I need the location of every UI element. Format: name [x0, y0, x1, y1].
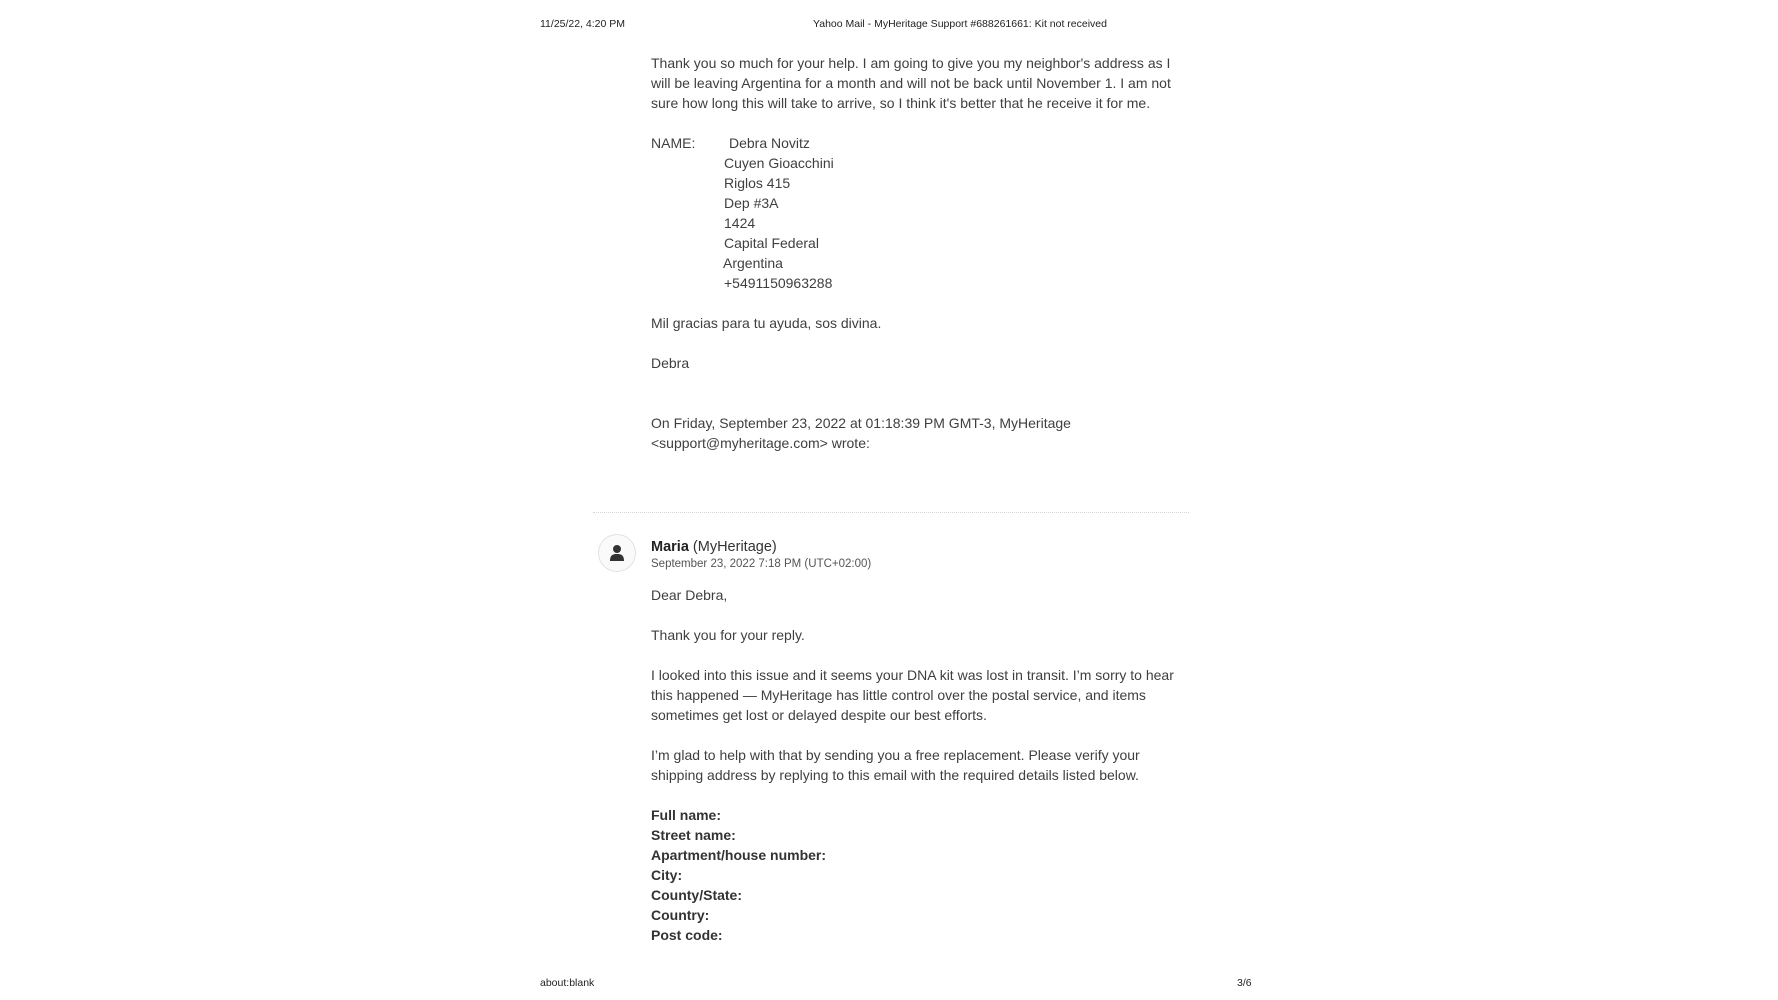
field-label: County/State:	[651, 887, 742, 903]
text-line: sometimes get lost or delayed despite our best efforts.	[651, 707, 987, 723]
print-title: Yahoo Mail - MyHeritage Support #688261661: Kit not received	[813, 18, 1107, 30]
avatar	[598, 534, 636, 572]
field-label: Country:	[651, 907, 710, 923]
address-line: +5491150963288	[724, 275, 833, 291]
reply-intro	[651, 53, 1171, 113]
message-sender	[651, 539, 777, 555]
sender-org: (MyHeritage)	[692, 539, 777, 555]
page-number: 3/6	[1237, 977, 1252, 989]
message-paragraph	[651, 745, 1171, 785]
field-label: Street name:	[651, 827, 736, 843]
reply-thanks: Mil gracias para tu ayuda, sos divina.	[651, 315, 882, 331]
text-line: sure how long this will take to arrive, so I think it's better that he receive it for me.	[651, 95, 1151, 111]
address-line: Argentina	[723, 255, 783, 271]
print-url: about:blank	[540, 977, 595, 989]
message-timestamp: September 23, 2022 7:18 PM (UTC+02:00)	[651, 558, 872, 570]
field-label: Apartment/house number:	[651, 847, 827, 863]
address-line: Dep #3A	[724, 195, 779, 211]
address-line: 1424	[724, 215, 756, 231]
text-line: this happened — MyHeritage has little control over the postal service, and items	[651, 687, 1146, 703]
address-line: Cuyen Gioacchini	[724, 155, 834, 171]
field-label: Full name:	[651, 807, 722, 823]
field-label: City:	[651, 867, 683, 883]
message-greeting: Dear Debra,	[651, 587, 728, 603]
text-line: Thank you so much for your help. I am going to give you my neighbor's address as I	[651, 55, 1171, 71]
sender-name: Maria	[651, 539, 689, 555]
text-line: I’m glad to help with that by sending you a free replacement. Please verify your	[651, 747, 1140, 763]
address-name-label: NAME:	[651, 135, 696, 151]
print-datetime: 11/25/22, 4:20 PM	[540, 18, 626, 30]
address-line: Riglos 415	[724, 175, 791, 191]
text-line: will be leaving Argentina for a month and will not be back until November 1. I am not	[651, 75, 1171, 91]
message-thanks: Thank you for your reply.	[651, 627, 805, 643]
text-line: On Friday, September 23, 2022 at 01:18:39 PM GMT-3, MyHeritage	[651, 415, 1071, 431]
text-line: <support@myheritage.com> wrote:	[651, 435, 870, 451]
user-icon	[609, 544, 625, 562]
message-divider	[593, 512, 1189, 513]
quote-header	[651, 413, 1171, 453]
address-line: Debra Novitz	[729, 135, 810, 151]
text-line: I looked into this issue and it seems your DNA kit was lost in transit. I’m sorry to hear	[651, 667, 1174, 683]
text-line: shipping address by replying to this email with the required details listed below.	[651, 767, 1139, 783]
reply-signature: Debra	[651, 355, 690, 371]
field-label: Post code:	[651, 927, 723, 943]
address-line: Capital Federal	[724, 235, 819, 251]
message-paragraph	[651, 665, 1174, 725]
